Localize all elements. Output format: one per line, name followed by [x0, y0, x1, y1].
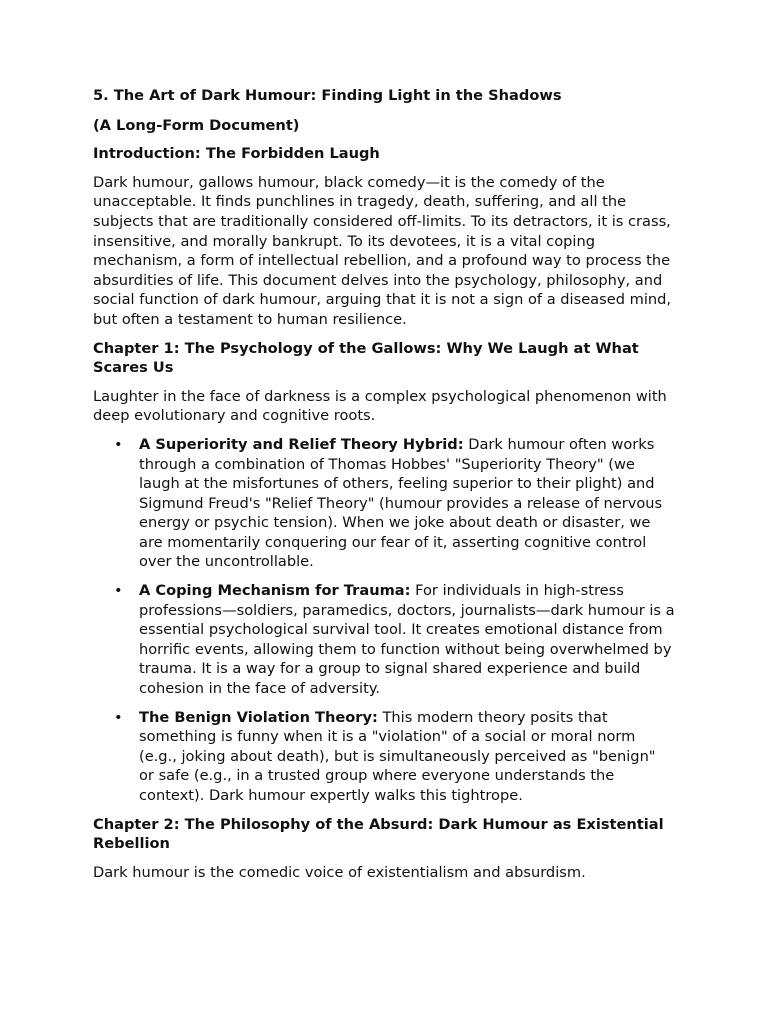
- chapter-2-heading: Chapter 2: The Philosophy of the Absurd: Dark Humour as Existential Rebellion: [93, 815, 664, 853]
- bullet-text: Dark humour often works through a combination of Thomas Hobbes' "Superiority Theory" (we laugh at the misfortunes of others, feeling superior to their plight) and Sigmund Freud's "Relief Theory" (humour provides a release of nervous energy or psychic tension). When we joke about death or disaster, we are momentarily conquering our fear of it, asserting cognitive control over the uncontrollable.: [139, 435, 663, 571]
- intro-heading: Introduction: The Forbidden Laugh: [93, 145, 380, 163]
- bullet-item-coping-mechanism: [93, 581, 675, 699]
- bullet-item-benign-violation: [93, 708, 675, 806]
- bullet-item-superiority-relief: [93, 435, 675, 572]
- bullet-term: A Coping Mechanism for Trauma:: [139, 582, 411, 600]
- chapter-1-heading: Chapter 1: The Psychology of the Gallows: Why We Laugh at What Scares Us: [93, 339, 639, 377]
- chapter-1-bullet-list: [93, 435, 675, 806]
- bullet-dot-icon: •: [114, 582, 123, 600]
- document-title: 5. The Art of Dark Humour: Finding Light in the Shadows: [93, 87, 562, 104]
- bullet-text: For individuals in high-stress professions—soldiers, paramedics, doctors, journalists—dark humour is a essential psychological survival tool. It creates emotional distance from horrific events, allowing them to function without being overwhelmed by trauma. It is a way for a group to signal shared experience and build cohesion in the face of adversity.: [139, 582, 675, 698]
- bullet-dot-icon: •: [114, 708, 123, 726]
- intro-paragraph: Dark humour, gallows humour, black comedy—it is the comedy of the unacceptable. It finds punchlines in tragedy, death, suffering, and all the subjects that are traditionally considered off-limits. To its detractors, it is crass, insensitive, and morally bankrupt. To its devotees, it is a vital coping mechanism, a form of intellectual rebellion, and a profound way to process the absurdities of life. This document delves into the psychology, philosophy, and social function of dark humour, arguing that it is not a sign of a diseased mind, but often a testament to human resilience.: [93, 173, 672, 328]
- bullet-term: The Benign Violation Theory:: [139, 708, 378, 726]
- document-subtitle: (A Long-Form Document): [93, 116, 300, 134]
- bullet-text: This modern theory posits that something is funny when it is a "violation" of a social or moral norm (e.g., joking about death), but is simultaneously perceived as "benign" or safe (e.g., in a trusted group where everyone understands the context). Dark humour expertly walks this tightrope.: [139, 708, 656, 804]
- chapter-2-intro: Dark humour is the comedic voice of existentialism and absurdism.: [93, 863, 586, 881]
- bullet-dot-icon: •: [114, 435, 123, 453]
- chapter-1-intro: Laughter in the face of darkness is a complex psychological phenomenon with deep evolutionary and cognitive roots.: [93, 387, 667, 425]
- bullet-term: A Superiority and Relief Theory Hybrid:: [139, 435, 464, 453]
